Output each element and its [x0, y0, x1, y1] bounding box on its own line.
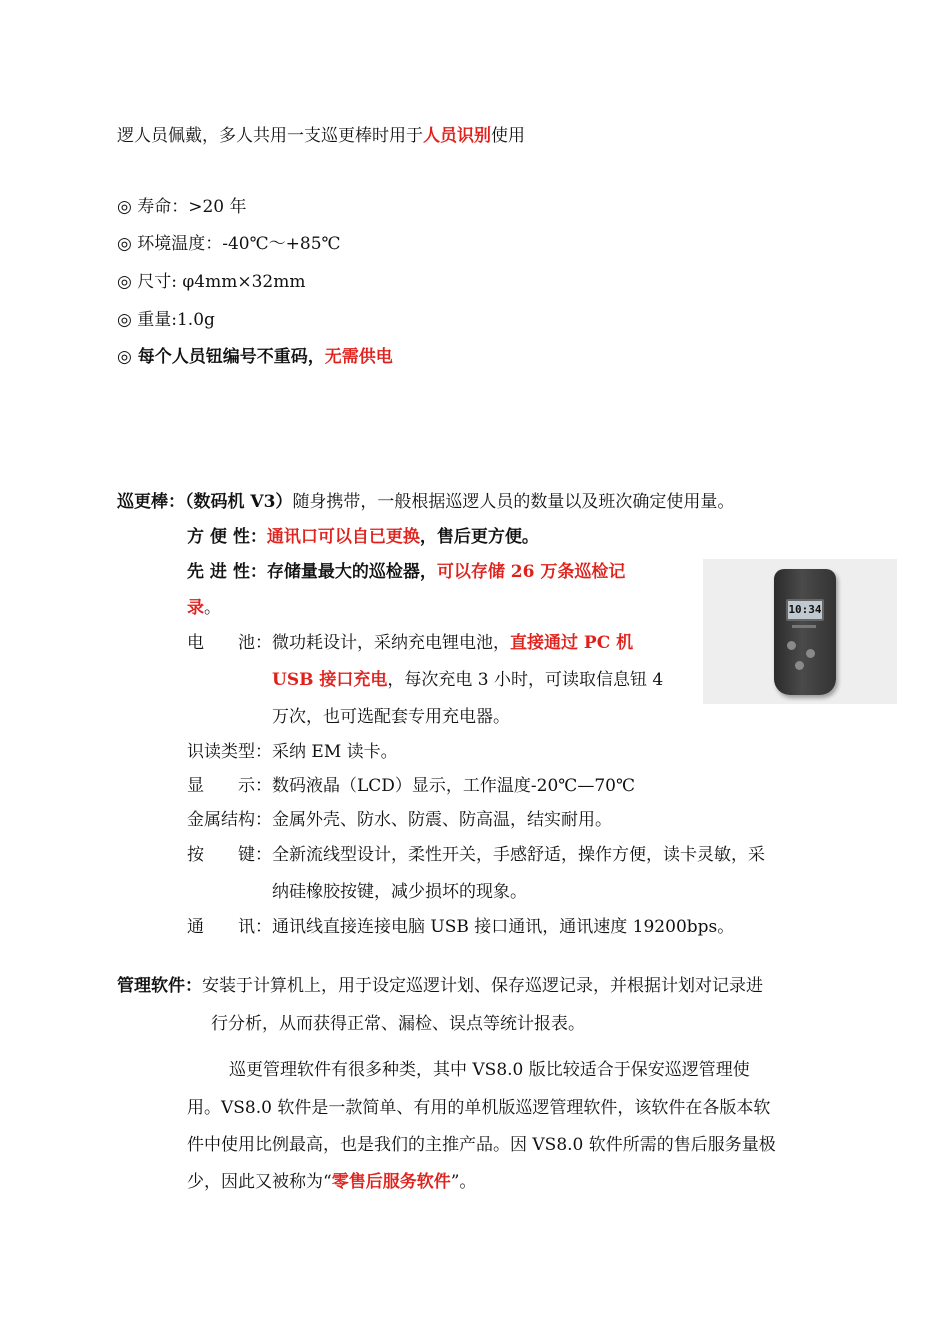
feature-keys — [187, 843, 765, 867]
feature-label: 方 便 性： — [187, 527, 267, 547]
device-button — [787, 641, 796, 650]
feature-metal — [187, 808, 612, 832]
feature-text: 数码液晶（LCD）显示，工作温度-20℃—70℃ — [272, 776, 635, 796]
spec-text: 每个人员钮编号不重码， — [137, 347, 325, 367]
feature-text: 存储量最大的巡检器， — [266, 562, 437, 582]
feature-label: 先 进 性： — [187, 562, 267, 582]
feature-keys-cont — [272, 880, 527, 904]
intro-line — [117, 124, 525, 148]
feature-highlight: 直接通过 PC 机 — [510, 633, 634, 653]
section-heading: 管理软件： — [117, 976, 202, 996]
feature-text: 全新流线型设计，柔性开关，手感舒适，操作方便，读卡灵敏，采 — [272, 845, 765, 865]
patrol-stick-heading-line — [117, 490, 734, 514]
spec-highlight: 无需供电 — [324, 347, 393, 367]
device-image — [703, 559, 897, 704]
feature-battery-cont — [272, 668, 663, 692]
patrol-device-body — [774, 569, 836, 695]
section-desc: 行分析，从而获得正常、漏检、误点等统计报表。 — [211, 1014, 585, 1034]
paragraph-highlight: 零售后服务软件 — [331, 1172, 451, 1192]
feature-highlight: 录 — [187, 598, 204, 618]
paragraph-text: ”。 — [450, 1172, 477, 1192]
software-para-line — [187, 1096, 770, 1120]
paragraph-text: 巡更管理软件有很多种类，其中 VS8.0 版比较适合于保安巡逻管理使 — [229, 1060, 750, 1080]
spec-text: 尺寸: φ4mm×32mm — [137, 272, 306, 292]
feature-label: 电 池： — [187, 633, 272, 653]
software-para-line — [229, 1058, 750, 1082]
feature-battery-cont2 — [272, 705, 510, 729]
feature-text: 通讯线直接连接电脑 USB 接口通讯，通讯速度 19200bps。 — [272, 917, 735, 937]
feature-text: 微功耗设计，采纳充电锂电池， — [272, 633, 510, 653]
feature-comm — [187, 915, 734, 939]
feature-text: 万次，也可选配套专用充电器。 — [272, 707, 510, 727]
paragraph-text: 少，因此又被称为“ — [187, 1172, 332, 1192]
feature-display — [187, 774, 635, 798]
feature-label: 显 示： — [187, 776, 272, 796]
software-para-line — [187, 1170, 476, 1194]
spec-text: 重量:1.0g — [137, 310, 215, 330]
device-button — [806, 649, 815, 658]
paragraph-text: 件中使用比例最高，也是我们的主推产品。因 VS8.0 软件所需的售后服务量极 — [187, 1135, 776, 1155]
bullet-icon: ◎ — [117, 234, 132, 254]
software-line2 — [211, 1012, 585, 1036]
spec-text: 环境温度：-40℃～+85℃ — [137, 234, 341, 254]
feature-label: 通 讯： — [187, 917, 272, 937]
feature-battery — [187, 631, 633, 655]
device-label-strip — [792, 625, 816, 628]
bullet-icon: ◎ — [117, 310, 132, 330]
feature-text: ，每次充电 3 小时，可读取信息钮 4 — [387, 670, 664, 690]
bullet-icon: ◎ — [117, 347, 132, 367]
bullet-icon: ◎ — [117, 197, 132, 217]
feature-advanced — [187, 560, 625, 584]
feature-text: 采纳 EM 读卡。 — [272, 742, 398, 762]
feature-text: 金属外壳、防水、防震、防高温，结实耐用。 — [272, 810, 612, 830]
spec-text: 寿命：>20 年 — [137, 197, 247, 217]
section-desc: 安装于计算机上，用于设定巡逻计划、保存巡逻记录，并根据计划对记录进 — [202, 976, 763, 996]
feature-read-type — [187, 740, 398, 764]
spec-item — [117, 270, 305, 294]
intro-text-end: 使用 — [491, 126, 525, 146]
device-button — [795, 661, 804, 670]
feature-label: 识读类型： — [187, 742, 272, 762]
feature-text: 纳硅橡胶按键，减少损坏的现象。 — [272, 882, 527, 902]
spec-item — [117, 308, 215, 332]
feature-label: 金属结构： — [187, 810, 272, 830]
feature-highlight: 可以存储 26 万条巡检记 — [436, 562, 626, 582]
feature-advanced-cont — [187, 596, 221, 620]
feature-convenience — [187, 525, 539, 549]
paragraph-text: 用。VS8.0 软件是一款简单、有用的单机版巡逻管理软件，该软件在各版本软 — [187, 1098, 771, 1118]
feature-text: ，售后更方便。 — [419, 527, 539, 547]
bullet-icon: ◎ — [117, 272, 132, 292]
model-name: （数码机 V3） — [185, 492, 293, 512]
device-lcd-screen: 10:34 — [786, 599, 824, 621]
spec-item — [117, 195, 247, 219]
intro-highlight: 人员识别 — [423, 126, 491, 146]
feature-text: 。 — [204, 598, 221, 618]
section-desc: 随身携带，一般根据巡逻人员的数量以及班次确定使用量。 — [292, 492, 735, 512]
feature-highlight: 通讯口可以自已更换 — [266, 527, 420, 547]
software-heading-line — [117, 974, 763, 998]
software-para-line — [187, 1133, 776, 1157]
feature-label: 按 键： — [187, 845, 272, 865]
feature-highlight: USB 接口充电 — [272, 670, 388, 690]
intro-text: 逻人员佩戴，多人共用一支巡更棒时用于 — [117, 126, 423, 146]
section-heading: 巡更棒： — [117, 492, 185, 512]
spec-item-last — [117, 345, 393, 369]
spec-item — [117, 232, 341, 256]
